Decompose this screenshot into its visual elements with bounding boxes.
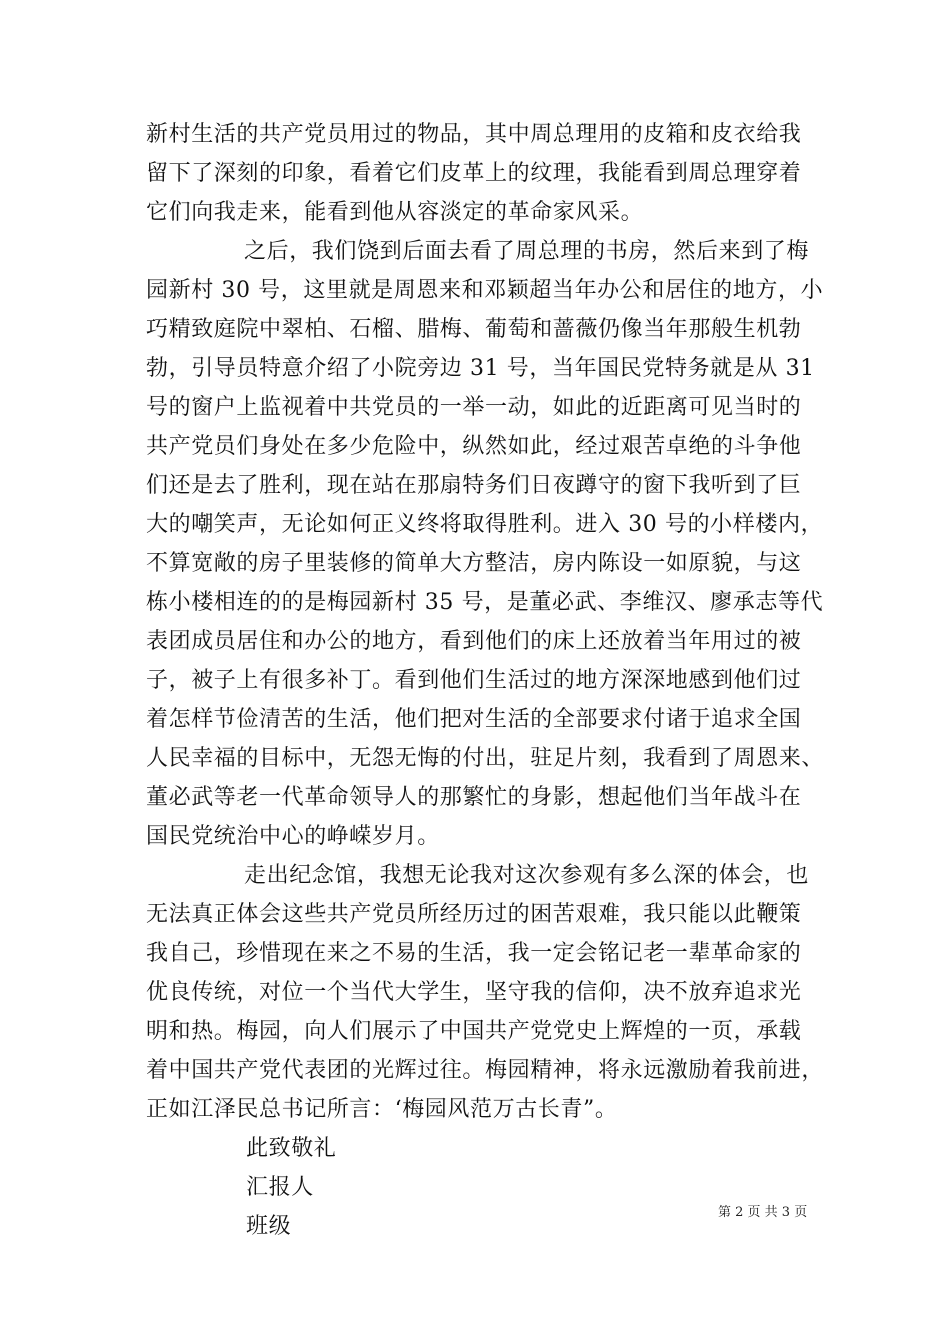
paragraph-3-line-2: 无法真正体会这些共产党员所经历过的困苦艰难，我只能以此鞭策 [146,902,802,927]
paragraph-2-line-6: 共产党员们身处在多少危险中，纵然如此，经过艰苦卓绝的斗争他 [146,434,802,459]
closing-reporter-label: 汇报人 [246,1175,314,1200]
paragraph-2-line-2: 园新村 30 号，这里就是周恩来和邓颖超当年办公和居住的地方，小 [146,278,824,303]
paragraph-1-line-3: 它们向我走来，能看到他从容淡定的革命家风采。 [146,200,644,225]
paragraph-2-line-4: 勃，引导员特意介绍了小院旁边 31 号，当年国民党特务就是从 31 [146,356,815,381]
closing-class-label: 班级 [246,1214,292,1239]
paragraph-3-line-6: 着中国共产党代表团的光辉过往。梅园精神，将永远激励着我前进， [146,1058,825,1083]
paragraph-2-line-10: 栋小楼相连的的是梅园新村 35 号，是董必武、李维汉、廖承志等代 [146,590,824,615]
paragraph-2-line-12: 子，被子上有很多补丁。看到他们生活过的地方深深地感到他们过 [146,668,802,693]
paragraph-1-line-1: 新村生活的共产党员用过的物品，其中周总理用的皮箱和皮衣给我 [146,122,802,147]
paragraph-2-line-15: 董必武等老一代革命领导人的那繁忙的身影，想起他们当年战斗在 [146,785,802,810]
paragraph-2-line-16: 国民党统治中心的峥嵘岁月。 [146,824,440,849]
paragraph-3-line-3: 我自己，珍惜现在来之不易的生活，我一定会铭记老一辈革命家的 [146,941,802,966]
paragraph-2-line-14: 人民幸福的目标中，无怨无悔的付出，驻足片刻，我看到了周恩来、 [146,746,825,771]
paragraph-3-line-5: 明和热。梅园，向人们展示了中国共产党党史上辉煌的一页，承载 [146,1019,802,1044]
paragraph-2-line-5: 号的窗户上监视着中共党员的一举一动，如此的近距离可见当时的 [146,395,802,420]
paragraph-3-line-1: 走出纪念馆，我想无论我对这次参观有多么深的体会，也 [244,863,810,888]
paragraph-2-line-3: 巧精致庭院中翠柏、石榴、腊梅、葡萄和蔷薇仍像当年那般生机勃 [146,317,802,342]
paragraph-3-line-4: 优良传统，对位一个当代大学生，坚守我的信仰，决不放弃追求光 [146,980,802,1005]
paragraph-2-line-7: 们还是去了胜利，现在站在那扇特务们日夜蹲守的窗下我听到了巨 [146,473,802,498]
paragraph-2-line-11: 表团成员居住和办公的地方，看到他们的床上还放着当年用过的被 [146,629,802,654]
closing-salutation: 此致敬礼 [246,1136,337,1161]
page-indicator: 第 2 页 共 3 页 [718,1205,808,1220]
paragraph-2-line-8: 大的嘲笑声，无论如何正义终将取得胜利。进入 30 号的小样楼内， [146,512,824,537]
paragraph-3-line-7: 正如江泽民总书记所言：‘梅园风范万古长青”。 [146,1097,618,1122]
paragraph-1-line-2: 留下了深刻的印象，看着它们皮革上的纹理，我能看到周总理穿着 [146,161,802,186]
paragraph-2-line-9: 不算宽敞的房子里装修的简单大方整洁，房内陈设一如原貌，与这 [146,551,802,576]
paragraph-2-line-13: 着怎样节俭清苦的生活，他们把对生活的全部要求付诸于追求全国 [146,707,802,732]
paragraph-2-line-1: 之后，我们饶到后面去看了周总理的书房，然后来到了梅 [244,239,810,264]
